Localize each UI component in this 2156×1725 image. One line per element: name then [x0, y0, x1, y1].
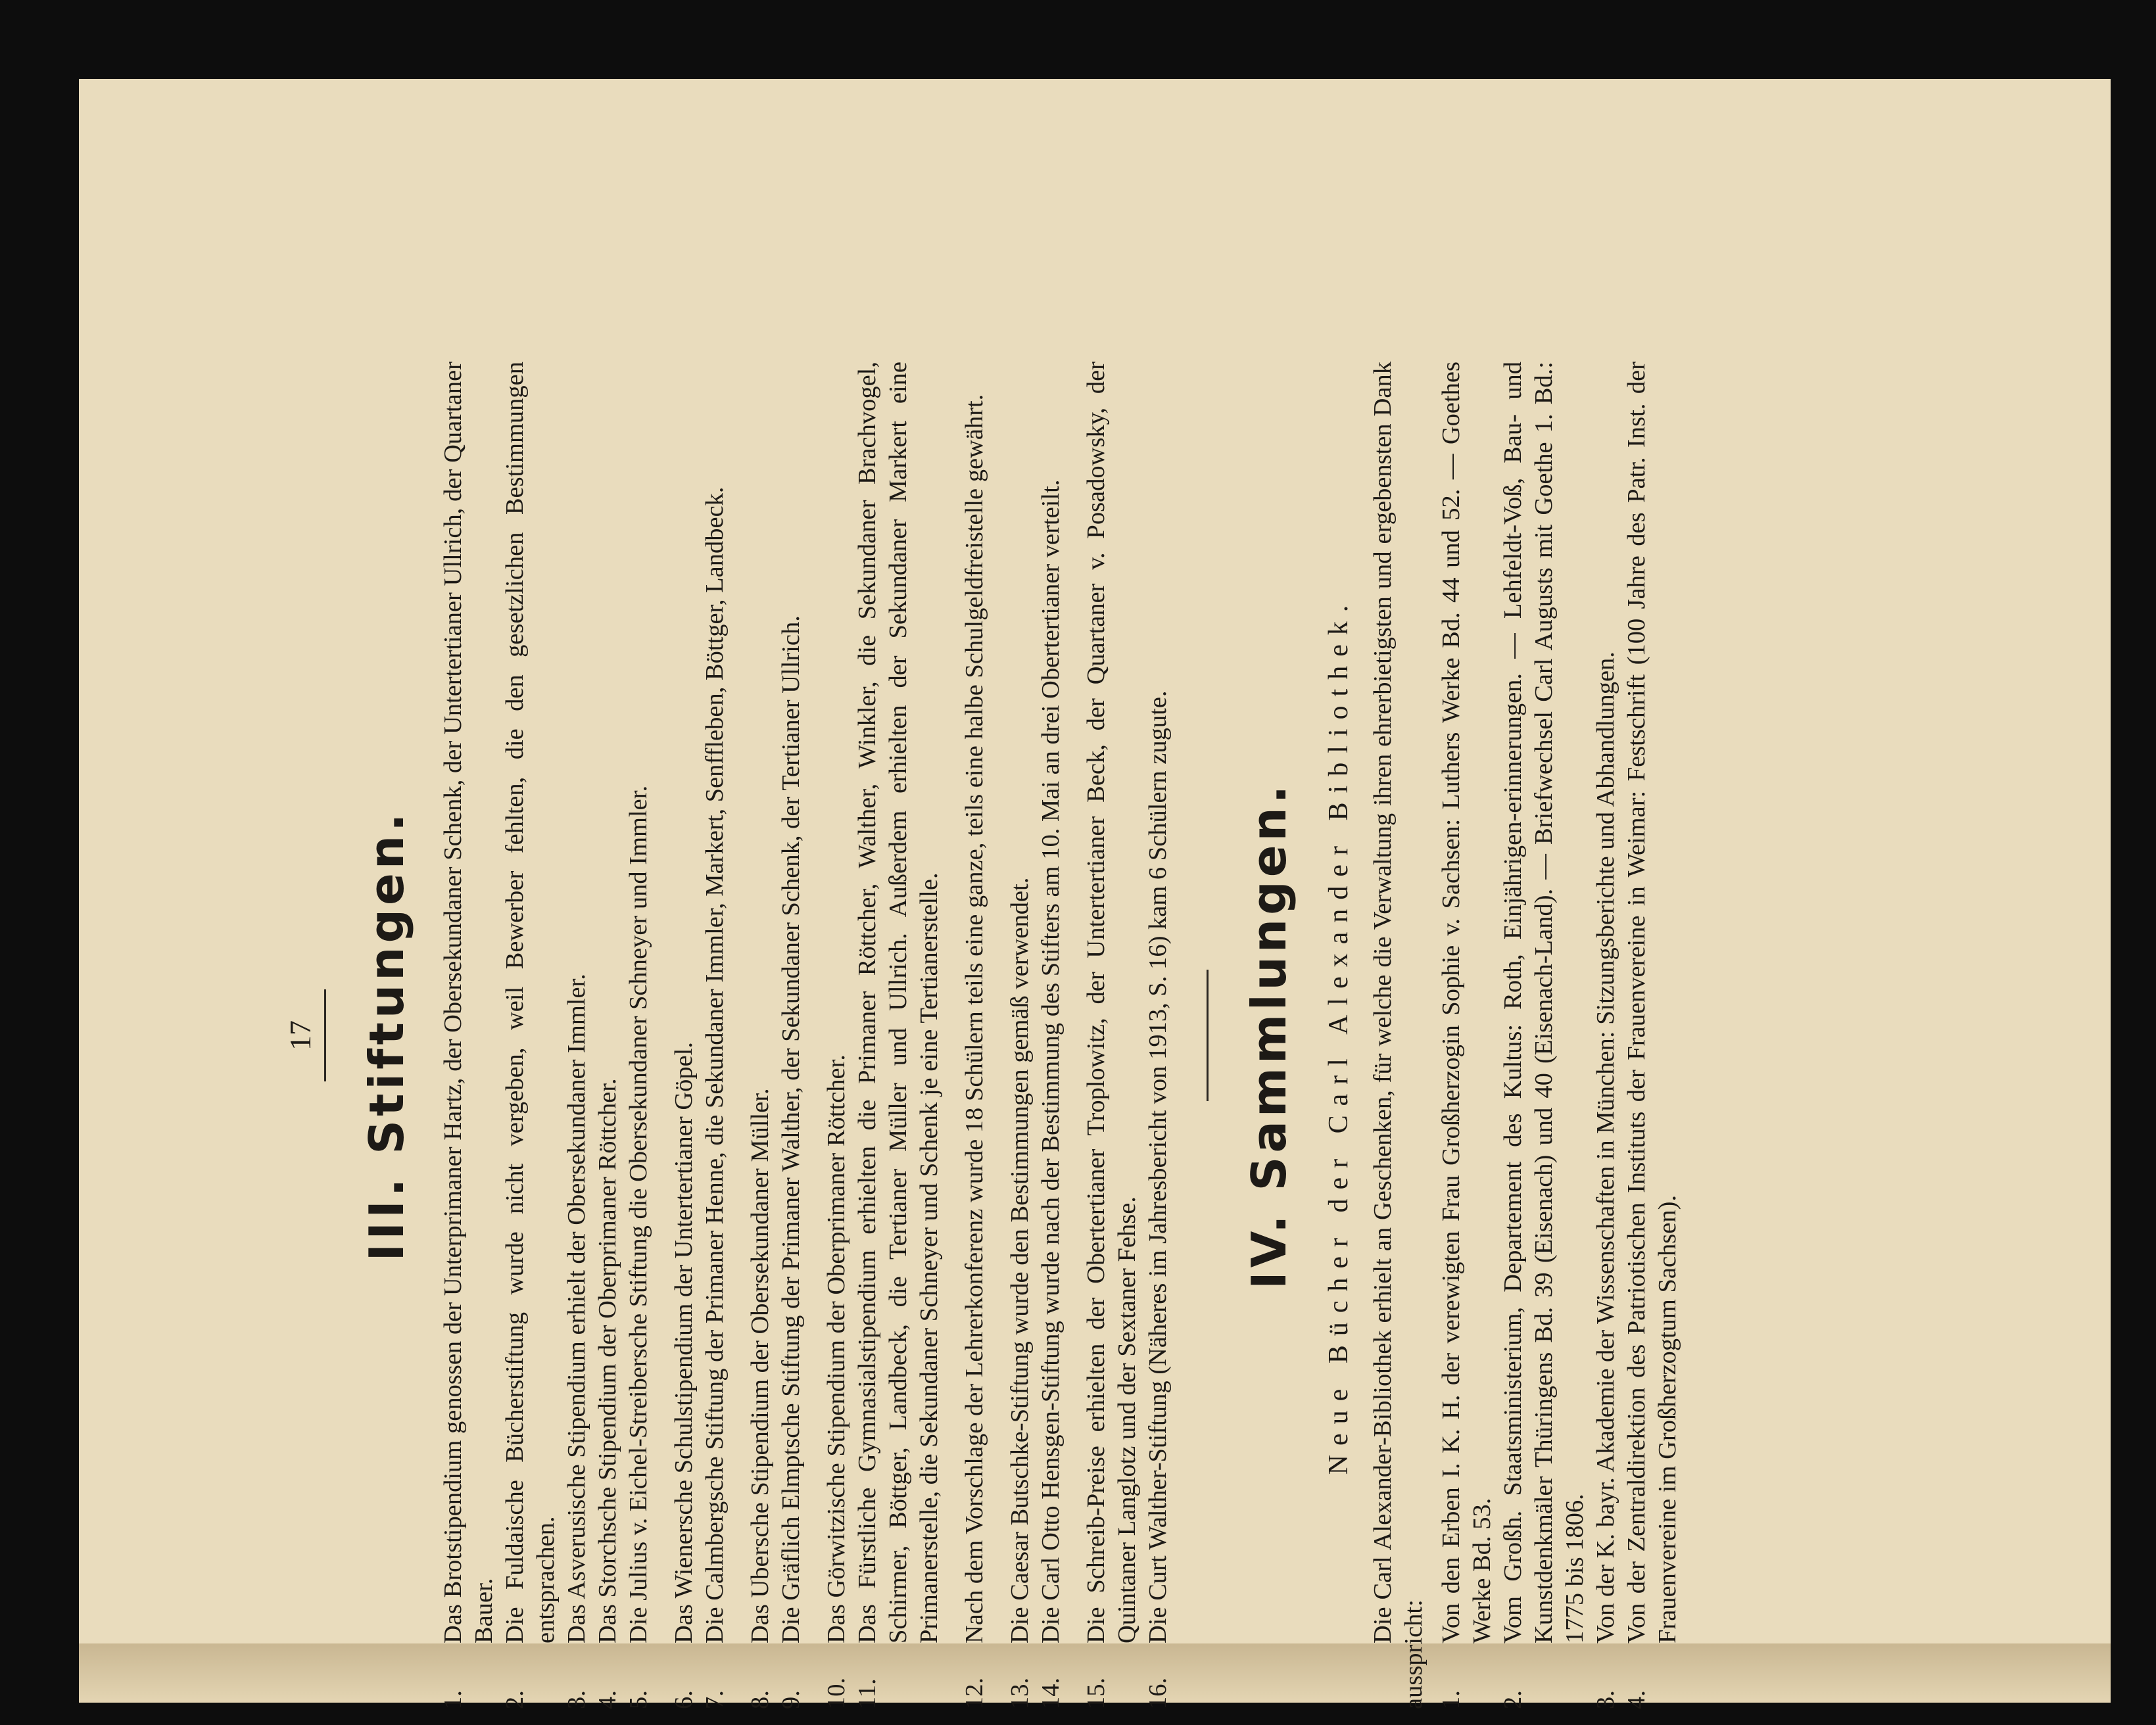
item-text: Die Caesar Butschke-Stiftung wurde den Bestimmungen gemäß verwendet. [1006, 877, 1034, 1643]
list-item [959, 362, 990, 1709]
item-text: Das Asverusische Stipendium erhielt der Obersekundaner Immler. [563, 974, 590, 1643]
list-item [623, 362, 654, 1709]
item-number: 7. [701, 1690, 729, 1709]
list-item [438, 362, 500, 1709]
item-text: Von der K. bayr. Akademie der Wissenschaften in München: Sitzungsberichte und Abhandlungen. [1592, 651, 1619, 1643]
item-number: 5. [625, 1690, 652, 1709]
item-text: Von der Zentraldirektion des Patriotischen Instituts der Frauenvereine in Weimar: Festschrift (100 Jahre des Patr. Inst. der Frauenvereine im Großherzogtum Sachsen). [1623, 362, 1681, 1643]
list-item [745, 362, 776, 1709]
item-number: 3. [563, 1690, 590, 1709]
list-item [852, 362, 945, 1709]
item-number: 1. [439, 1690, 467, 1709]
item-text: Die Carl Otto Hensgen-Stiftung wurde nach der Bestimmung des Stifters am 10. Mai an drei Obertertianer verteilt. [1037, 479, 1065, 1643]
section-3-heading: III. Stiftungen. [359, 809, 414, 1262]
item-number: 2. [501, 1690, 529, 1709]
item-number: 6. [670, 1690, 698, 1709]
library-intro: Die Carl Alexander-Bibliothek erhielt an Geschenken, für welche die Verwaltung ihren ehrerbietigsten und ergebensten Dank ausspricht: [1369, 362, 1427, 1709]
item-text: Das Görwitzische Stipendium der Oberprimaner Röttcher. [823, 1054, 850, 1643]
item-text: Nach dem Vorschlage der Lehrerkonferenz wurde 18 Schülern teils eine ganze, teils eine halbe Schulgeldfreistelle gewährt. [961, 394, 988, 1643]
page-number-rule [324, 989, 326, 1081]
item-text: Die Schreib-Preise erhielten der Obertertianer Troplowitz, der Untertertianer Beck, der Quartaner v. Posadowsky, der Quintaner Langlotz und der Sextaner Fehse. [1082, 362, 1141, 1643]
item-number: 8. [746, 1690, 774, 1709]
list-item [500, 362, 562, 1709]
item-text: Die Gräflich Elmptsche Stiftung der Primaner Walther, der Sekundaner Schenk, der Tertianer Ullrich. [777, 615, 805, 1643]
sammlungen-list [1436, 362, 1683, 1709]
item-text: Die Curt Walther-Stiftung (Näheres im Jahresbericht von 1913, S. 16) kam 6 Schülern zugute. [1144, 690, 1172, 1643]
item-number: 15. [1082, 1677, 1110, 1709]
page-number: 17 [283, 1020, 317, 1051]
list-item [1005, 362, 1036, 1709]
library-subheading: Neue Bücher der Carl Alexander Bibliothek. [1324, 596, 1354, 1475]
item-text: Das Wienersche Schulstipendium der Untertertianer Göpel. [670, 1041, 698, 1643]
list-item [1498, 362, 1591, 1709]
list-item [1591, 362, 1621, 1709]
item-number: 14. [1037, 1677, 1065, 1709]
item-text: Die Calmbergsche Stiftung der Primaner Henne, die Sekundaner Immler, Markert, Senffleben, Böttger, Landbeck. [701, 486, 729, 1643]
item-number: 2. [1499, 1690, 1527, 1709]
list-item [592, 362, 623, 1709]
item-text: Die Fuldaische Bücherstiftung wurde nicht vergeben, weil Bewerber fehlten, die den gesetzlichen Bestimmungen entsprachen. [501, 362, 560, 1643]
list-item [1036, 362, 1066, 1709]
item-number: 10. [823, 1677, 850, 1709]
list-item [776, 362, 807, 1709]
list-item [1621, 362, 1683, 1709]
stiftungen-list [438, 362, 1174, 1709]
section-4-heading: IV. Sammlungen. [1241, 781, 1297, 1290]
rotated-page-content [263, 362, 1782, 1709]
item-text: Von den Erben I. K. H. der verewigten Frau Großherzogin Sophie v. Sachsen: Luthers Werke Bd. 44 und 52. — Goethes Werke Bd. 53. [1437, 362, 1496, 1643]
item-text: Die Julius v. Eichel-Streibersche Stiftung die Obersekundaner Schneyer und Immler. [625, 785, 652, 1643]
item-number: 3. [1592, 1690, 1619, 1709]
item-number: 11. [853, 1678, 881, 1709]
item-text: Das Fürstliche Gymnasialstipendium erhielten die Primaner Röttcher, Walther, Winkler, die Sekundaner Brachvogel, Schirmer, Böttger, Landbeck, die Tertianer Müller und Ullrich. Außerdem erhielten der Sekundaner Markert eine Primanerstelle, die Sekundaner Schneyer und Schenk je eine Tertianerstelle. [853, 362, 943, 1643]
list-item [562, 362, 592, 1709]
list-item [821, 362, 852, 1709]
item-text: Das Storchsche Stipendium der Oberprimaner Röttcher. [594, 1078, 621, 1643]
section-separator [1207, 970, 1209, 1101]
list-item [1081, 362, 1143, 1709]
item-number: 13. [1006, 1677, 1034, 1709]
item-number: 16. [1144, 1677, 1172, 1709]
item-number: 9. [777, 1690, 805, 1709]
list-item [669, 362, 700, 1709]
item-text: Das Brotstipendium genossen der Unterprimaner Hartz, der Obersekundaner Schenk, der Untertertianer Ullrich, der Quartaner Bauer. [439, 362, 498, 1643]
list-item [700, 362, 731, 1709]
item-number: 4. [594, 1690, 621, 1709]
list-item [1143, 362, 1174, 1709]
item-text: Vom Großh. Staatsministerium, Departement des Kultus: Roth, Einjährigen-erinnerungen. — Lehfeldt-Voß, Bau- und Kunstdenkmäler Thüringens Bd. 39 (Eisenach) und 40 (Eisenach-Land). — Briefwechsel Carl Augusts mit Goethe 1. Bd.: 1775 bis 1806. [1499, 362, 1589, 1643]
item-text: Das Ubersche Stipendium der Obersekundaner Müller. [746, 1088, 774, 1643]
item-number: 1. [1437, 1690, 1465, 1709]
item-number: 12. [961, 1677, 988, 1709]
list-item [1436, 362, 1498, 1709]
item-number: 4. [1623, 1690, 1650, 1709]
